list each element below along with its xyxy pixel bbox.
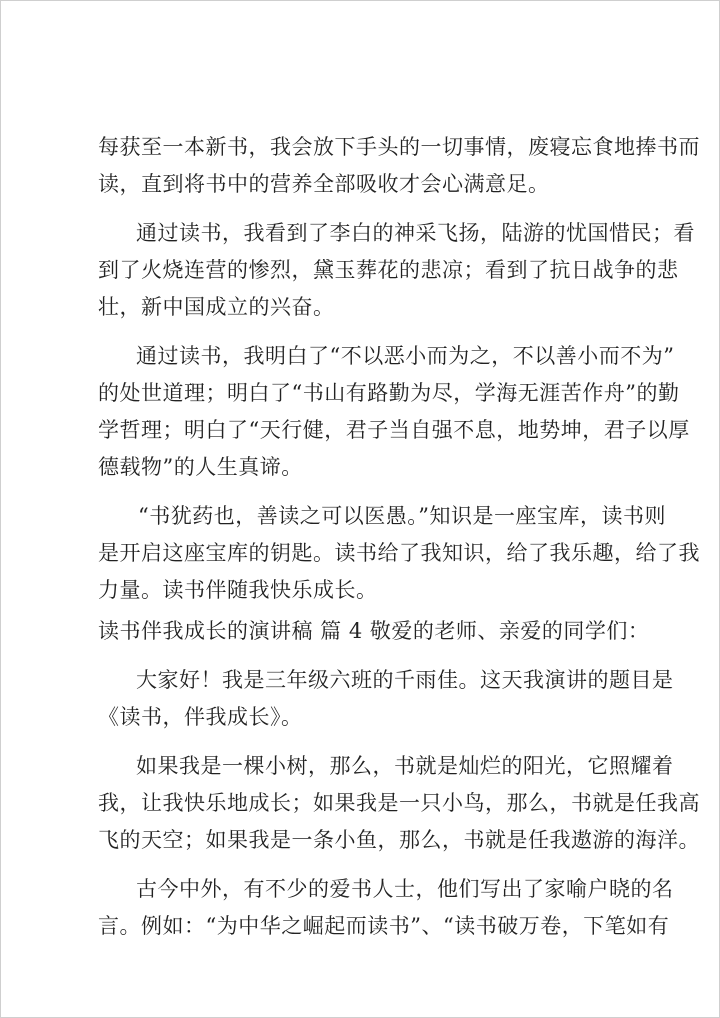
text-line: “书犹药也，善读之可以医愚。”知识是一座宝库，读书则 bbox=[138, 504, 666, 528]
text-line: 壮，新中国成立的兴奋。 bbox=[98, 295, 335, 319]
text-line: 我，让我快乐地成长；如果我是一只小鸟，那么，书就是任我高 bbox=[98, 791, 700, 815]
paragraph-2 bbox=[98, 215, 695, 326]
text-line: 大家好！我是三年级六班的千雨佳。这天我演讲的题目是 bbox=[136, 668, 674, 692]
text-line: 言。例如：“为中华之崛起而读书”、“读书破万卷，下笔如有 bbox=[98, 914, 670, 938]
text-line: 古今中外，有不少的爱书人士，他们写出了家喻户晓的名 bbox=[136, 877, 674, 901]
text-line: 读，直到将书中的营养全部吸收才会心满意足。 bbox=[98, 172, 550, 196]
text-line: 学哲理；明白了“天行健，君子当自强不息，地势坤，君子以厚 bbox=[98, 418, 690, 442]
paragraph-6 bbox=[98, 748, 700, 859]
text-line: 每获至一本新书，我会放下手头的一切事情，废寝忘食地捧书而 bbox=[98, 135, 700, 159]
text-line: 力量。读书伴随我快乐成长。 bbox=[98, 578, 378, 602]
text-line: 的处世道理；明白了“书山有路勤为尽，学海无涯苦作舟”的勤 bbox=[98, 381, 680, 405]
text-line: 通过读书，我看到了李白的神采飞扬，陆游的忧国惜民；看 bbox=[136, 221, 695, 245]
text-line: 是开启这座宝库的钥匙。读书给了我知识，给了我乐趣，给了我 bbox=[98, 541, 700, 565]
paragraph-5 bbox=[98, 662, 674, 736]
section-heading: 读书伴我成长的演讲稿 篇 4 敬爱的老师、亲爱的同学们： bbox=[98, 619, 650, 643]
text-line: 《读书，伴我成长》。 bbox=[98, 705, 303, 729]
paragraph-7 bbox=[98, 871, 674, 945]
text-line: 通过读书，我明白了“不以恶小而为之，不以善小而不为” bbox=[136, 344, 675, 368]
text-line: 飞的天空；如果我是一条小鱼，那么，书就是任我遨游的海洋。 bbox=[98, 828, 700, 852]
text-line: 德载物”的人生真谛。 bbox=[98, 455, 303, 479]
paragraph-1 bbox=[98, 129, 700, 203]
text-line: 到了火烧连营的惨烈，黛玉葬花的悲凉；看到了抗日战争的悲 bbox=[98, 258, 679, 282]
document-body bbox=[98, 129, 700, 957]
paragraph-4 bbox=[98, 498, 700, 609]
text-line: 如果我是一棵小树，那么，书就是灿烂的阳光，它照耀着 bbox=[136, 754, 674, 778]
paragraph-3 bbox=[98, 338, 690, 486]
